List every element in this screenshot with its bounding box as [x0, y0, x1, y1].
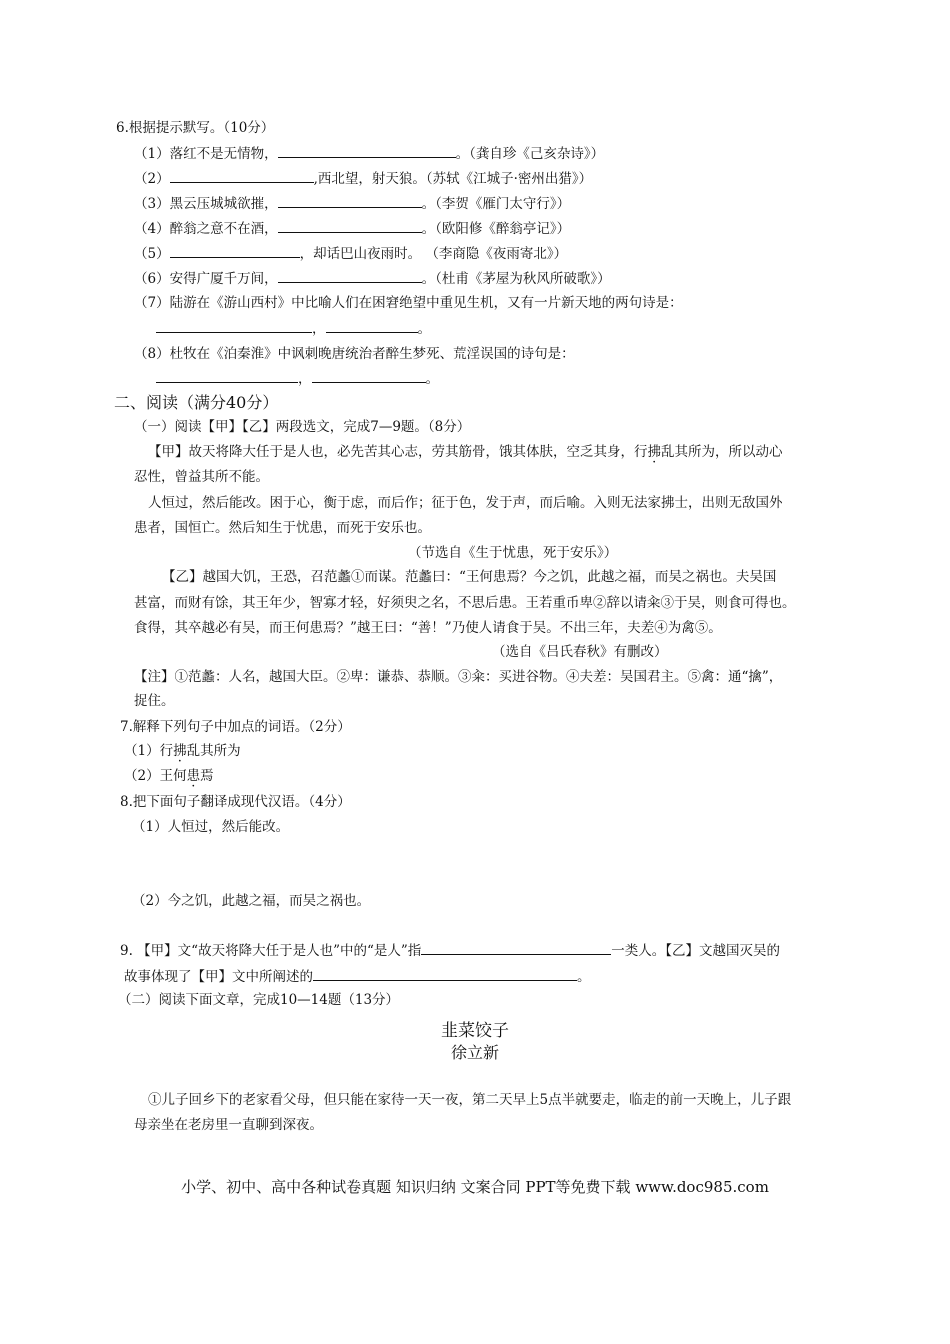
q6-item-8: （8）杜牧在《泊秦淮》中讽刺晚唐统治者醉生梦死、荒淫误国的诗句是：	[134, 346, 575, 362]
answer-blank[interactable]	[278, 144, 456, 158]
answer-blank[interactable]	[326, 319, 418, 333]
jia-source: （节选自《生于忧患，死于安乐》）	[408, 545, 618, 561]
part1-instruction: （一）阅读【甲】【乙】两段选文，完成7—9题。（8分）	[134, 419, 471, 435]
answer-blank[interactable]	[278, 269, 422, 283]
text: （1）行	[124, 743, 174, 759]
q8-item-1: （1）人恒过，然后能改。	[132, 819, 290, 835]
answer-blank[interactable]	[156, 319, 312, 333]
q6-item-4-post: 。（欧阳修《醉翁亭记》）	[421, 221, 571, 237]
q6-item-2-pre: （2）	[134, 171, 170, 187]
jia-line-3: 人恒过，然后能改。困于心，衡于虑，而后作；征于色，发于声，而后喻。入则无法家拂士，出则无敌国外	[148, 495, 783, 511]
yi-line-2: 甚富，而财有馀，其王年少，智寡才轻，好须臾之名，不思后患。王若重币卑②辞以请籴③于吴，则食可得也。	[134, 595, 796, 611]
q6-item-3-pre: （3）黑云压城城欲摧，	[134, 196, 278, 212]
article-author: 徐立新	[450, 1043, 499, 1062]
q6-item-7-blanks	[156, 319, 431, 338]
comma: ，	[312, 321, 326, 337]
article-paragraph-1b: 母亲坐在老房里一直聊到深夜。	[134, 1117, 323, 1133]
text: 9. 【甲】文“故天将降大任于是人也”中的“是人”指	[120, 943, 422, 959]
answer-blank[interactable]	[312, 369, 426, 383]
q7-item-1	[124, 742, 241, 760]
text: 乱其所为，所以动心	[661, 444, 783, 460]
q6-item-1	[134, 144, 604, 163]
q6-item-4	[134, 219, 570, 238]
text: 【甲】故天将降大任于是人也，必先苦其心志，劳其筋骨，饿其体肤，空乏其身，行	[148, 444, 648, 460]
text: （2）王何	[124, 768, 187, 784]
answer-blank[interactable]	[278, 194, 422, 208]
text: 一类人。【乙】文越国灭吴的	[611, 943, 781, 959]
q6-item-4-pre: （4）醉翁之意不在酒，	[134, 221, 278, 237]
period: 。	[417, 321, 431, 337]
q6-item-1-post: 。（龚自珍《己亥杂诗》）	[455, 146, 605, 162]
q6-item-3-post: 。（李贺《雁门太守行》）	[421, 196, 571, 212]
q6-item-2	[134, 169, 592, 188]
q8-item-2: （2）今之饥，此越之福，而吴之祸也。	[132, 893, 371, 909]
q6-item-5-post: ，却话巴山夜雨时。 （李商隐《夜雨寄北》）	[299, 246, 568, 262]
text: 。	[577, 969, 591, 985]
q6-heading: 6.根据提示默写。（10分）	[116, 120, 275, 136]
q6-item-6	[134, 269, 611, 288]
dotted-word: 拂	[173, 743, 187, 759]
answer-blank[interactable]	[156, 369, 298, 383]
article-paragraph-1a: ①儿子回乡下的老家看父母，但只能在家待一天一夜，第二天早上5点半就要走，临走的前一天晚上，儿子跟	[148, 1092, 792, 1108]
q6-item-3	[134, 194, 570, 213]
q8-heading: 8.把下面句子翻译成现代汉语。（4分）	[120, 794, 351, 810]
article-title: 韭菜饺子	[441, 1021, 509, 1041]
q6-item-2-post: ,西北望，射天狼。（苏轼《江城子·密州出猎》）	[313, 171, 593, 187]
q6-item-1-pre: （1）落红不是无情物，	[134, 146, 278, 162]
section-title: 二、阅读（满分40分）	[114, 393, 279, 412]
period: 。	[425, 371, 439, 387]
q7-heading: 7.解释下列句子中加点的词语。（2分）	[120, 719, 351, 735]
q6-item-7: （7）陆游在《游山西村》中比喻人们在困窘绝望中重见生机，又有一片新天地的两句诗是：	[134, 295, 683, 311]
comma: ，	[298, 371, 312, 387]
page-footer: 小学、初中、高中各种试卷真题 知识归纳 文案合同 PPT等免费下载 www.doc985.com	[181, 1178, 769, 1196]
note-line-1: 【注】①范蠡：人名，越国大臣。②卑：谦恭、恭顺。③籴：买进谷物。④夫差：吴国君主。⑤禽：通“擒”，	[134, 669, 783, 685]
q6-item-5-pre: （5）	[134, 246, 170, 262]
note-line-2: 捉住。	[134, 693, 175, 709]
q7-item-2	[124, 767, 214, 785]
jia-line-2: 忍性，曾益其所不能。	[134, 469, 269, 485]
answer-blank[interactable]	[421, 941, 611, 955]
yi-source: （选自《吕氏春秋》有删改）	[492, 644, 668, 660]
q6-item-8-blanks	[156, 369, 439, 388]
jia-line-1	[148, 443, 783, 461]
answer-blank[interactable]	[278, 219, 422, 233]
text: 焉	[200, 768, 214, 784]
jia-line-4: 患者，国恒亡。然后知生于忧患，而死于安乐也。	[134, 520, 431, 536]
answer-blank[interactable]	[170, 244, 300, 258]
q9-line-2	[124, 967, 591, 986]
q6-item-5	[134, 244, 567, 263]
text: 故事体现了【甲】文中所阐述的	[124, 969, 313, 985]
yi-line-1: 【乙】越国大饥，王恐，召范蠡①而谋。范蠡曰：“王何患焉？今之饥，此越之福，而吴之祸也。夫吴国	[162, 569, 777, 585]
text: 乱其所为	[186, 743, 241, 759]
dotted-word: 拂	[647, 444, 661, 460]
q6-item-6-pre: （6）安得广厦千万间，	[134, 271, 278, 287]
yi-line-3: 食得，其卒越必有吴，而王何患焉？”越王曰：“善！”乃使人请食于吴。不出三年，夫差④为禽⑤。	[134, 620, 722, 636]
q6-item-6-post: 。（杜甫《茅屋为秋风所破歌》）	[421, 271, 611, 287]
dotted-word: 患	[186, 768, 201, 784]
answer-blank[interactable]	[170, 169, 314, 183]
part2-instruction: （二）阅读下面文章，完成10—14题（13分）	[118, 992, 400, 1008]
q9-line-1	[120, 941, 780, 960]
answer-blank[interactable]	[313, 967, 577, 981]
